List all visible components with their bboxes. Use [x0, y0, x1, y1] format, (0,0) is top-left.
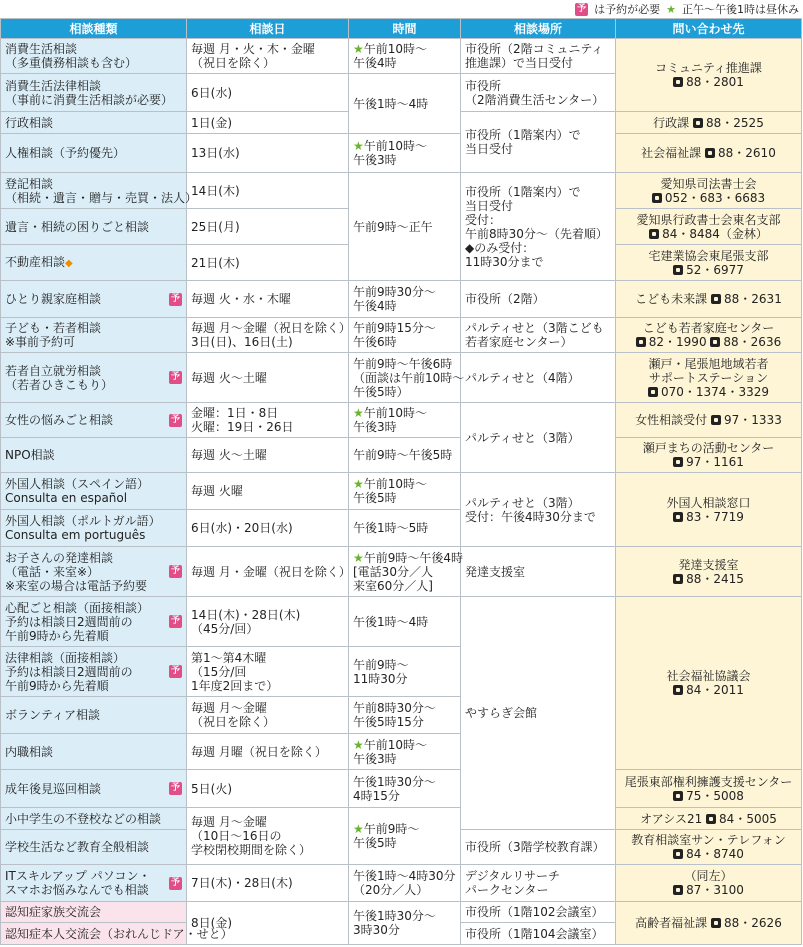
- star-icon: ★: [353, 550, 364, 565]
- place-cell: やすらぎ会館: [461, 597, 616, 830]
- time-cell: 午後1時30分〜 3時30分: [349, 902, 461, 945]
- contact-cell: こども若者家庭センター 82・1990 88・2636: [616, 318, 802, 353]
- table-row: [1, 547, 802, 597]
- table-row: [1, 403, 802, 438]
- time-cell: 午後1時〜4時: [349, 597, 461, 647]
- place-cell: 市役所（1階案内）で 当日受付: [461, 112, 616, 173]
- table-row: [1, 353, 802, 403]
- time-cell: 午前9時〜午後5時: [349, 438, 461, 473]
- table-row: [1, 597, 802, 647]
- time-cell: ★午前10時〜 午後3時: [349, 403, 461, 438]
- time-cell: 午後1時〜5時: [349, 510, 461, 547]
- contact-cell: 発達支援室 88・2415: [616, 547, 802, 597]
- kind-cell: 人権相談（予約優先）: [1, 134, 187, 173]
- time-cell: ★午前10時〜 午後5時: [349, 473, 461, 510]
- table-row: [1, 473, 802, 510]
- star-icon: ★: [353, 406, 364, 420]
- star-icon: ★: [353, 477, 364, 491]
- day-cell: 毎週 月〜金曜 （祝日を除く）: [187, 697, 349, 734]
- contact-cell: 宅建業協会東尾張支部 52・6977: [616, 245, 802, 281]
- day-cell: 6日(水)・20日(水): [187, 510, 349, 547]
- table-row: [1, 281, 802, 318]
- kind-cell: NPO相談: [1, 438, 187, 473]
- contact-cell: 愛知県司法書士会 052・683・6683: [616, 173, 802, 209]
- place-cell: パルティせと（4階）: [461, 353, 616, 403]
- phone-icon: [636, 337, 646, 347]
- kind-cell: ひとり親家庭相談 予: [1, 281, 187, 318]
- place-cell: 市役所（2階コミュニティ 推進課）で当日受付: [461, 39, 616, 74]
- time-cell: 午前8時30分〜 午後5時15分: [349, 697, 461, 734]
- kind-cell: 不動産相談◆: [1, 245, 187, 281]
- contact-cell: 女性相談受付 97・1333: [616, 403, 802, 438]
- place-cell: 市役所（1階案内）で 当日受付 受付： 午前8時30分〜（先着順） ◆のみ受付： 11時30分まで: [461, 173, 616, 281]
- diamond-icon: ◆: [65, 257, 73, 269]
- place-cell: 市役所（2階）: [461, 281, 616, 318]
- place-cell: パルティせと（3階こども 若者家庭センター）: [461, 318, 616, 353]
- day-cell: 毎週 火〜土曜: [187, 353, 349, 403]
- day-cell: 金曜：1日・8日 火曜：19日・26日: [187, 403, 349, 438]
- phone-icon: [673, 791, 683, 801]
- phone-icon: [673, 457, 683, 467]
- phone-icon: [673, 685, 683, 695]
- time-cell: 午前9時〜午後6時 （面談は午前10時〜 午後5時）: [349, 353, 461, 403]
- contact-cell: 社会福祉課 88・2610: [616, 134, 802, 173]
- place-cell: 市役所（1階104会議室）: [461, 923, 616, 945]
- day-cell: 7日(木)・28日(木): [187, 865, 349, 902]
- day-cell: 毎週 月〜金曜（祝日を除く） 3日(日)、16日(土): [187, 318, 349, 353]
- day-cell: 毎週 月・金曜（祝日を除く）: [187, 547, 349, 597]
- day-cell: 25日(月): [187, 209, 349, 245]
- kind-cell: 学校生活など教育全般相談: [1, 830, 187, 865]
- phone-icon: [673, 512, 683, 522]
- table-row: [1, 173, 802, 209]
- day-cell: 毎週 月・火・木・金曜 （祝日を除く）: [187, 39, 349, 74]
- header-day: 相談日: [187, 19, 349, 39]
- kind-cell: 心配ごと相談（面接相談） 予約は相談日2週間前の 午前9時から先着順 予: [1, 597, 187, 647]
- phone-icon: [673, 265, 683, 275]
- phone-icon: [673, 885, 683, 895]
- kind-cell: ITスキルアップ パソコン・ スマホお悩みなんでも相談 予: [1, 865, 187, 902]
- kind-cell: お子さんの発達相談 （電話・来室※） ※来室の場合は電話予約要 予: [1, 547, 187, 597]
- phone-icon: [710, 337, 720, 347]
- header-time: 時間: [349, 19, 461, 39]
- day-cell: 毎週 火〜土曜: [187, 438, 349, 473]
- time-cell: ★午前9時〜 午後5時: [349, 808, 461, 865]
- place-cell: パルティせと（3階）: [461, 403, 616, 473]
- contact-cell: 瀬戸まちの活動センター 97・1161: [616, 438, 802, 473]
- contact-cell: 高齢者福祉課 88・2626: [616, 902, 802, 945]
- contact-cell: 教育相談室サン・テレフォン 84・8740: [616, 830, 802, 865]
- time-cell: 午後1時〜4時30分 （20分／人）: [349, 865, 461, 902]
- table-row: [1, 134, 802, 173]
- contact-cell: 社会福祉協議会 84・2011: [616, 597, 802, 770]
- day-cell: 毎週 火・水・木曜: [187, 281, 349, 318]
- phone-icon: [649, 229, 659, 239]
- day-cell: 5日(火): [187, 770, 349, 808]
- day-cell: 14日(木): [187, 173, 349, 209]
- reservation-required-icon: 予: [577, 3, 587, 14]
- table-row: [1, 318, 802, 353]
- day-cell: 毎週 月曜（祝日を除く）: [187, 734, 349, 770]
- header-contact: 問い合わせ先: [616, 19, 802, 39]
- phone-icon: [673, 574, 683, 584]
- place-cell: デジタルリサーチ パークセンター: [461, 865, 616, 902]
- time-cell: 午前9時〜 11時30分: [349, 647, 461, 697]
- phone-icon: [706, 814, 716, 824]
- phone-icon: [673, 77, 683, 87]
- star-icon: ★: [353, 737, 364, 752]
- time-cell: ★午前10時〜 午後3時: [349, 134, 461, 173]
- legend-lunch-text: 正午〜午後1時は昼休み: [682, 3, 799, 16]
- kind-cell: 法律相談（面接相談） 予約は相談日2週間前の 午前9時から先着順 予: [1, 647, 187, 697]
- kind-cell: 認知症本人交流会（おれんじドア・せと）: [1, 923, 187, 945]
- time-cell: ★午前9時〜午後4時 [電話30分／人 来室60分／人]: [349, 547, 461, 597]
- phone-icon: [648, 387, 658, 397]
- legend: [0, 0, 803, 18]
- reservation-required-icon: 予: [170, 666, 180, 676]
- kind-cell: 消費生活相談 （多重債務相談も含む）: [1, 39, 187, 74]
- day-cell: 14日(木)・28日(木) （45分/回）: [187, 597, 349, 647]
- phone-icon: [711, 415, 721, 425]
- phone-icon: [673, 849, 683, 859]
- reservation-required-icon: 予: [170, 877, 180, 888]
- time-cell: ★午前10時〜 午後4時: [349, 39, 461, 74]
- reservation-required-icon: 予: [170, 414, 180, 425]
- place-cell: 市役所 （2階消費生活センター）: [461, 74, 616, 112]
- star-icon: ★: [353, 139, 364, 153]
- table-row: [1, 39, 802, 74]
- time-cell: 午後1時30分〜 4時15分: [349, 770, 461, 808]
- day-cell: 1日(金): [187, 112, 349, 134]
- table-row: [1, 808, 802, 830]
- time-cell: 午前9時〜正午: [349, 173, 461, 281]
- reservation-required-icon: 予: [170, 293, 180, 304]
- contact-cell: オアシス21 84・5005: [616, 808, 802, 830]
- contact-cell: 行政課 88・2525: [616, 112, 802, 134]
- table-row: [1, 865, 802, 902]
- kind-cell: 子ども・若者相談 ※事前予約可: [1, 318, 187, 353]
- place-cell: 市役所（1階102会議室）: [461, 902, 616, 923]
- legend-reservation-text: は予約が必要: [594, 3, 661, 16]
- kind-cell: 消費生活法律相談 （事前に消費生活相談が必要）: [1, 74, 187, 112]
- time-cell: 午後1時〜4時: [349, 74, 461, 134]
- kind-cell: 女性の悩みごと相談 予: [1, 403, 187, 438]
- phone-icon: [711, 294, 721, 304]
- table-header-row: [1, 19, 802, 39]
- kind-cell: 行政相談: [1, 112, 187, 134]
- header-place: 相談場所: [461, 19, 616, 39]
- day-cell: 6日(水): [187, 74, 349, 112]
- table-row: [1, 902, 802, 923]
- day-cell: 毎週 火曜: [187, 473, 349, 510]
- time-cell: 午前9時15分〜 午後6時: [349, 318, 461, 353]
- contact-cell: コミュニティ推進課 88・2801: [616, 39, 802, 112]
- place-cell: 市役所（3階学校教育課）: [461, 830, 616, 865]
- kind-cell: ボランティア相談: [1, 697, 187, 734]
- table-row: [1, 770, 802, 808]
- reservation-required-icon: 予: [170, 372, 180, 382]
- kind-cell: 遺言・相続の困りごと相談: [1, 209, 187, 245]
- phone-icon: [652, 193, 662, 203]
- kind-cell: 外国人相談（ポルトガル語） Consulta em português: [1, 510, 187, 547]
- time-cell: 午前9時30分〜 午後4時: [349, 281, 461, 318]
- day-cell: 13日(水): [187, 134, 349, 173]
- star-icon: ★: [353, 822, 364, 836]
- reservation-required-icon: 予: [170, 566, 180, 576]
- kind-cell: 成年後見巡回相談 予: [1, 770, 187, 808]
- kind-cell: 認知症家族交流会: [1, 902, 187, 923]
- contact-cell: こども未来課 88・2631: [616, 281, 802, 318]
- contact-cell: （同左） 87・3100: [616, 865, 802, 902]
- kind-cell: 登記相談 （相続・遺言・贈与・売買・法人）: [1, 173, 187, 209]
- time-cell: ★午前10時〜 午後3時: [349, 734, 461, 770]
- contact-cell: 尾張東部権利擁護支援センター 75・5008: [616, 770, 802, 808]
- contact-cell: 外国人相談窓口 83・7719: [616, 473, 802, 547]
- day-cell: 21日(木): [187, 245, 349, 281]
- place-cell: 発達支援室: [461, 547, 616, 597]
- consultation-schedule-table: [0, 18, 802, 945]
- day-cell: 毎週 月〜金曜 （10日〜16日の 学校閉校期間を除く）: [187, 808, 349, 865]
- kind-cell: 若者自立就労相談 （若者ひきこもり） 予: [1, 353, 187, 403]
- contact-cell: 愛知県行政書士会東名支部 84・8484（金林）: [616, 209, 802, 245]
- phone-icon: [711, 918, 721, 928]
- kind-cell: 小中学生の不登校などの相談: [1, 808, 187, 830]
- phone-icon: [693, 118, 703, 128]
- reservation-required-icon: 予: [170, 616, 180, 626]
- phone-icon: [705, 148, 715, 158]
- lunch-break-star-icon: ★: [666, 2, 676, 16]
- reservation-required-icon: 予: [170, 783, 180, 793]
- kind-cell: 内職相談: [1, 734, 187, 770]
- contact-cell: 瀬戸・尾張旭地域若者 サポートステーション 070・1374・3329: [616, 353, 802, 403]
- kind-cell: 外国人相談（スペイン語） Consulta en español: [1, 473, 187, 510]
- header-kind: 相談種類: [1, 19, 187, 39]
- day-cell: 第1〜第4木曜 （15分/回 1年度2回まで）: [187, 647, 349, 697]
- table-row: [1, 438, 802, 473]
- day-cell: 8日(金): [187, 902, 349, 945]
- place-cell: パルティせと（3階） 受付：午後4時30分まで: [461, 473, 616, 547]
- star-icon: ★: [353, 42, 364, 56]
